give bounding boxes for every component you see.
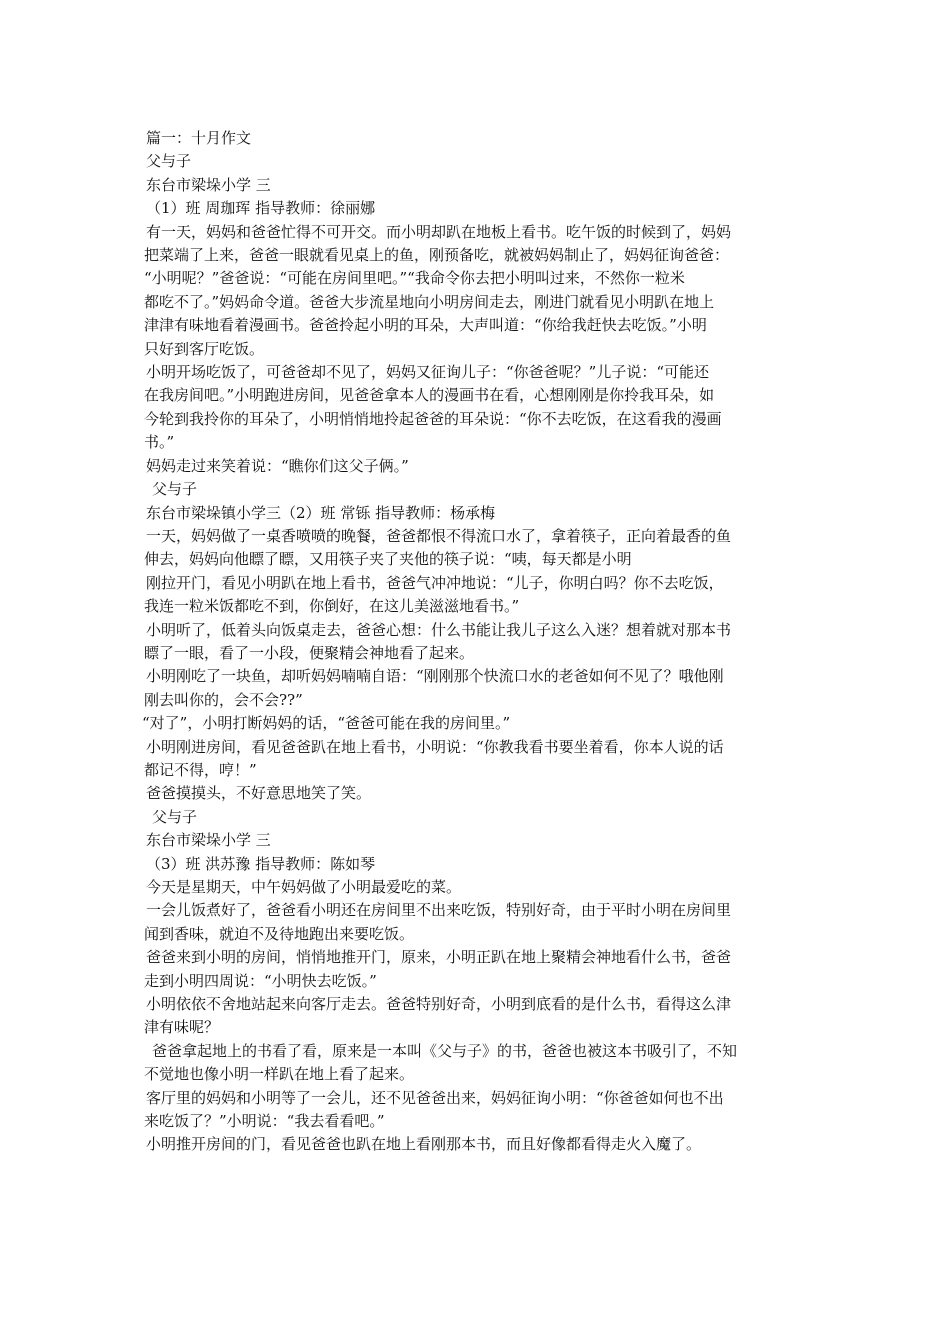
paragraph-line: 闻到香味，就迫不及待地跑出来要吃饭。 [144, 924, 415, 943]
paragraph-line: 一会儿饭煮好了，爸爸看小明还在房间里不出来吃饭，特别好奇，由于平时小明在房间里 [146, 901, 732, 920]
paragraph-line: 津有味呢？ [144, 1018, 220, 1037]
paragraph-line: 小明依依不舍地站起来向客厅走去。爸爸特别好奇，小明到底看的是什么书，看得这么津 [146, 995, 732, 1014]
paragraph-line: 爸爸拿起地上的书看了看，原来是一本叫《父与子》的书，爸爸也被这本书吸引了，不知 [152, 1041, 738, 1060]
paragraph-line: 小明开场吃饭了，可爸爸却不见了，妈妈又征询儿子：“你爸爸呢？”儿子说：“可能还 [146, 363, 710, 382]
paragraph-line: 今轮到我拎你的耳朵了，小明悄悄地拎起爸爸的耳朵说：“你不去吃饭，在这看我的漫画 [144, 409, 722, 428]
paragraph-line: “小明呢？”爸爸说：“可能在房间里吧。”“我命令你去把小明叫过来，不然你一粒米 [144, 269, 685, 288]
paragraph-line: 津津有味地看着漫画书。爸爸拎起小明的耳朵，大声叫道：“你给我赶快去吃饭。”小明 [144, 316, 707, 335]
paragraph-line: 把菜端了上来，爸爸一眼就看见桌上的鱼，刚预备吃，就被妈妈制止了，妈妈征询爸爸： [144, 246, 730, 265]
paragraph-line: 我连一粒米饭都吃不到，你倒好，在这儿美滋滋地看书。” [144, 597, 520, 616]
paragraph-line: 只好到客厅吃饭。 [144, 339, 265, 358]
paragraph-line: 瞟了一眼，看了一小段，便聚精会神地看了起来。 [144, 643, 475, 662]
essay-1-school: 东台市梁垛小学 三 [146, 175, 271, 194]
paragraph-line: 爸爸来到小明的房间，悄悄地推开门，原来，小明正趴在地上聚精会神地看什么书，爸爸 [146, 948, 732, 967]
paragraph-line: 在我房间吧。”小明跑进房间，见爸爸拿本人的漫画书在看，心想刚刚是你拎我耳朵，如 [144, 386, 715, 405]
paragraph-line: 爸爸摸摸头，不好意思地笑了笑。 [146, 784, 372, 803]
paragraph-line: 不觉地也像小明一样趴在地上看了起来。 [144, 1065, 415, 1084]
paragraph-line: 都记不得，哼！” [144, 760, 257, 779]
paragraph-line: 客厅里的妈妈和小明等了一会儿，还不见爸爸出来，妈妈征询小明：“你爸爸如何也不出 [146, 1088, 724, 1107]
essay-1-author: （1）班 周珈珲 指导教师：徐丽娜 [146, 199, 376, 218]
paragraph-line: “对了”，小明打断妈妈的话，“爸爸可能在我的房间里。” [142, 714, 511, 733]
paragraph-line: 小明刚吃了一块鱼，却听妈妈喃喃自语：“刚刚那个快流口水的老爸如何不见了？哦他刚 [146, 667, 724, 686]
paragraph-line: 有一天，妈妈和爸爸忙得不可开交。而小明却趴在地板上看书。吃午饭的时候到了，妈妈 [146, 222, 732, 241]
paragraph-line: 走到小明四周说：“小明快去吃饭。” [144, 971, 377, 990]
paragraph-line: 伸去，妈妈向他瞟了瞟，又用筷子夹了夹他的筷子说：“咦，每天都是小明 [144, 550, 632, 569]
doc-title: 篇一：十月作文 [146, 129, 252, 147]
paragraph-line: 今天是星期天，中午妈妈做了小明最爱吃的菜。 [146, 878, 462, 896]
paragraph-line: 来吃饭了？”小明说：“我去看看吧。” [144, 1112, 385, 1131]
paragraph-line: 刚去叫你的，会不会??” [144, 690, 303, 709]
essay-1-title: 父与子 [146, 152, 192, 171]
essay-2-title: 父与子 [152, 480, 198, 499]
paragraph-line: 小明推开房间的门，看见爸爸也趴在地上看刚那本书，而且好像都看得走火入魔了。 [146, 1135, 702, 1154]
paragraph-line: 小明听了，低着头向饭桌走去，爸爸心想：什么书能让我儿子这么入迷？想着就对那本书 [146, 620, 732, 639]
essay-3-title: 父与子 [152, 807, 198, 826]
paragraph-line: 小明刚进房间，看见爸爸趴在地上看书，小明说：“你教我看书要坐着看，你本人说的话 [146, 737, 724, 756]
paragraph-line: 书。” [144, 433, 175, 452]
paragraph-line: 都吃不了。”妈妈命令道。爸爸大步流星地向小明房间走去，刚进门就看见小明趴在地上 [144, 292, 715, 311]
paragraph-line: 妈妈走过来笑着说：“瞧你们这父子俩。” [146, 456, 409, 475]
essay-3-author: （3）班 洪苏豫 指导教师：陈如琴 [146, 854, 376, 873]
essay-2-school-author: 东台市梁垛镇小学三（2）班 常铄 指导教师：杨承梅 [146, 503, 496, 522]
paragraph-line: 一天，妈妈做了一桌香喷喷的晚餐，爸爸都恨不得流口水了，拿着筷子，正向着最香的鱼 [146, 526, 732, 545]
paragraph-line: 刚拉开门，看见小明趴在地上看书，爸爸气冲冲地说：“儿子，你明白吗？你不去吃饭， [146, 573, 724, 592]
essay-3-school: 东台市梁垛小学 三 [146, 831, 271, 850]
